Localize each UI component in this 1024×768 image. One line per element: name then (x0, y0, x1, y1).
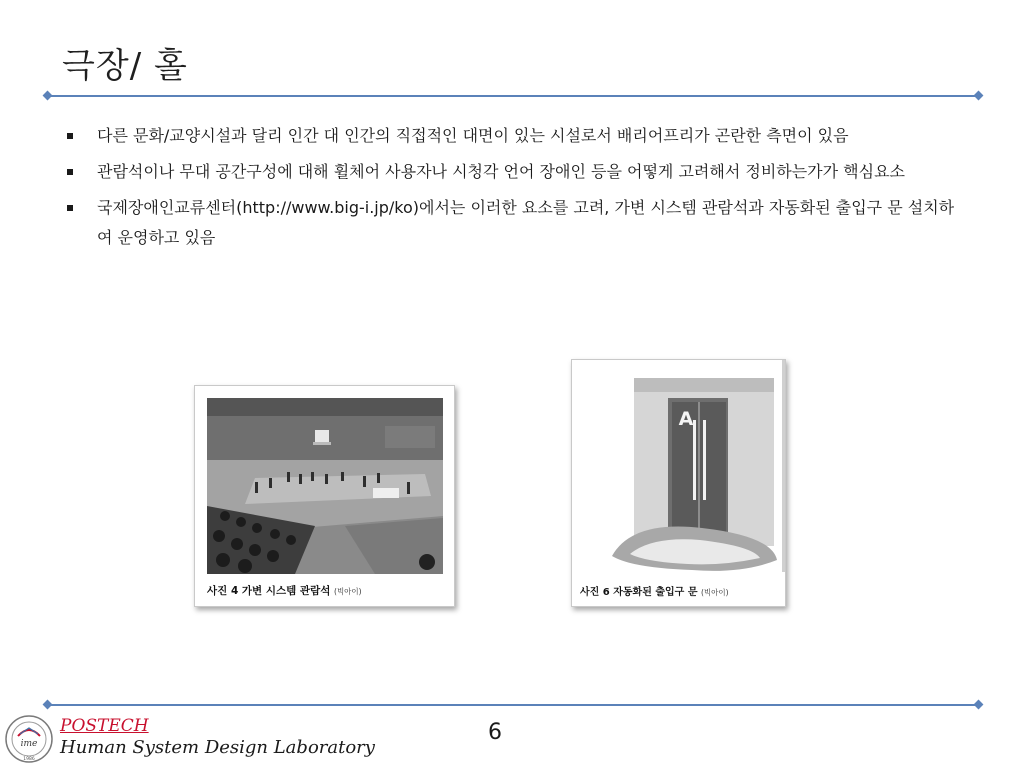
photo-caption-text: 사진 6 자동화된 출입구 문 (580, 587, 698, 598)
photo-caption-text: 사진 4 가변 시스템 관람석 (207, 585, 331, 597)
brand-lab-name: Human System Design Laboratory (60, 737, 375, 758)
divider-right-diamond-icon (974, 700, 984, 710)
divider-right-diamond-icon (974, 91, 984, 101)
auditorium-photo-image (195, 386, 454, 606)
square-bullet-icon (67, 205, 73, 211)
bullet-list (66, 121, 966, 259)
postech-ime-emblem-icon (4, 712, 54, 766)
footer-brand (60, 716, 375, 760)
bullet-text: 다른 문화/교양시설과 달리 인간 대 인간의 직접적인 대면이 있는 시설로서 배리어프리가 곤란한 측면이 있음 (97, 126, 849, 145)
page-number: 6 (488, 720, 502, 745)
square-bullet-icon (67, 133, 73, 139)
title-divider (48, 95, 978, 97)
divider-left-diamond-icon (43, 91, 53, 101)
bullet-text: 국제장애인교류센터(http://www.big-i.jp/ko)에서는 이러한 요소를 고려, 가변 시스템 관람석과 자동화된 출입구 문 설치하여 운영하고 있음 (97, 198, 955, 247)
door-signage-letter: A (678, 408, 694, 430)
photo-credit: (빅아이) (700, 588, 729, 597)
brand-postech: POSTECH (60, 716, 149, 736)
photo-variable-seating (194, 385, 455, 607)
bullet-text: 관람석이나 무대 공간구성에 대해 휠체어 사용자나 시청각 언어 장애인 등을 어떻게 고려해서 정비하는가가 핵심요소 (97, 162, 906, 181)
photo-automated-door (571, 359, 786, 607)
square-bullet-icon (67, 169, 73, 175)
bullet-item (66, 193, 966, 253)
bullet-item (66, 121, 966, 151)
divider-left-diamond-icon (43, 700, 53, 710)
slide-title: 극장/ 홀 (62, 46, 188, 86)
door-photo-image (572, 360, 785, 606)
bullet-item (66, 157, 966, 187)
photo-caption (195, 583, 454, 598)
emblem-text: ime (20, 739, 38, 749)
photo-caption (572, 583, 785, 598)
photo-credit: (빅아이) (334, 587, 362, 596)
footer-divider (48, 704, 978, 706)
emblem-year: 1986 (23, 757, 35, 762)
